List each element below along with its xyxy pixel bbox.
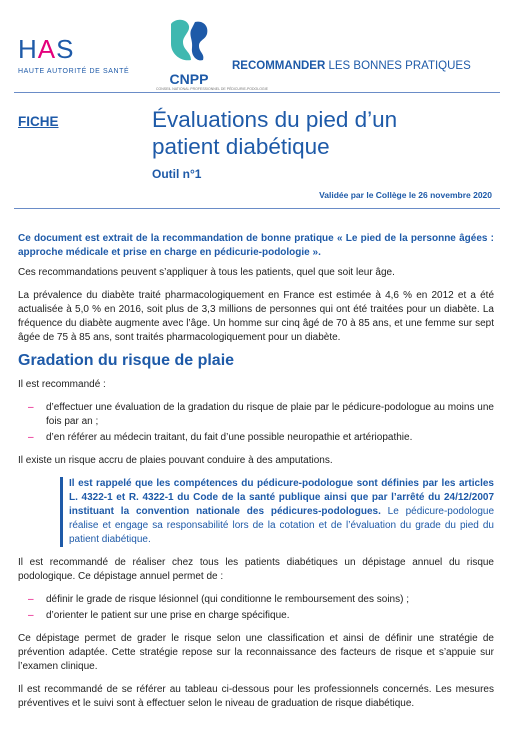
list-item: – d’en référer au médecin traitant, du fait d’une possible neuropathie et artériopathie.: [28, 432, 413, 443]
cnpp-logo: [156, 18, 268, 91]
dash-bullet: –: [28, 432, 34, 443]
cnpp-name: CNPP: [169, 71, 209, 87]
doc-label: FICHE: [18, 114, 59, 129]
section-heading: Gradation du risque de plaie: [18, 352, 235, 369]
paragraph: Il est recommandé de réaliser chez tous les patients diabétiques un dépistage annuel du risque podologique. Ce dépistage annuel permet de :: [18, 557, 494, 582]
paragraph: La prévalence du diabète traité pharmacologiquement en France est estimée à 4,6 % en 2012 et a été actualisée à 5,0 % en 2016, soit plus de 3,3 millions de personnes qui ont été traitées pour un diabète. La fréquence du diabète augmente avec l’âge. Un homme sur cinq âgé de 70 à 85 ans, et une femme sur sept âgée de 75 à 85 ans, sont traités pharmacologiquement pour un diabète.: [18, 290, 494, 343]
cnpp-subtitle: CONSEIL NATIONAL PROFESSIONNEL DE PÉDICURIE-PODOLOGIE: [156, 87, 268, 91]
has-logo: [18, 34, 130, 75]
paragraph: Ce dépistage permet de grader le risque selon une classification et ainsi de définir une stratégie de prévention adaptée. Cette stratégie repose sur la reconnaissance des facteurs de risque et s’appuie sur l’examen clinique.: [18, 633, 494, 672]
has-logo-subtitle: HAUTE AUTORITÉ DE SANTÉ: [18, 68, 130, 75]
header-title: RECOMMANDER LES BONNES PRATIQUES: [232, 60, 471, 72]
callout-box: [60, 477, 494, 547]
paragraph: Il existe un risque accru de plaies pouvant conduire à des amputations.: [18, 455, 333, 466]
callout-bold-text: Il est rappelé que les compétences du pédicure-podologue sont définies par les articles L. 4322-1 et R. 4322-1 du Code de la santé publique ainsi que par l’arrêté du 24/12/2007 instituant la convention nationale des pédicures-podologues.: [69, 478, 494, 517]
paragraph: Ces recommandations peuvent s’appliquer à tous les patients, quel que soit leur âge.: [18, 267, 395, 278]
list-item: – d’effectuer une évaluation de la gradation du risque de plaie par le pédicure-podologue au moins une fois par an ;: [28, 402, 494, 427]
page-title: Évaluations du pied d’un patient diabétique: [152, 107, 398, 159]
tool-number: Outil n°1: [152, 167, 202, 181]
list-item: – d’orienter le patient sur une prise en charge spécifique.: [28, 610, 290, 621]
document-body: [18, 232, 494, 720]
list-item: – définir le grade de risque lésionnel (qui conditionne le remboursement des soins) ;: [28, 594, 409, 605]
validation-date: Validée par le Collège le 26 novembre 2020: [319, 190, 492, 200]
screening-list: [18, 593, 494, 623]
intro-paragraph: Ce document est extrait de la recommandation de bonne pratique « Le pied de la personne âgées : approche médicale et prise en charge en pédicurie-podologie ».: [18, 233, 494, 258]
recommendation-list: [18, 401, 494, 445]
paragraph: Il est recommandé de se référer au tableau ci-dessous pour les professionnels concernés. Les mesures préventives et le suivi sont à effectuer selon le niveau de graduation de risque diabétique.: [18, 684, 494, 709]
dash-bullet: –: [28, 610, 34, 621]
cnpp-emblem-icon: [165, 18, 213, 64]
paragraph: Il est recommandé :: [18, 379, 106, 390]
title-divider: [14, 208, 500, 209]
dash-bullet: –: [28, 402, 34, 413]
dash-bullet: –: [28, 594, 34, 605]
has-logo-letters: HAS: [18, 34, 75, 64]
header-divider: [14, 92, 500, 93]
callout-text: Le pédicure-podologue réalise et engage sa responsabilité lors de la cotation et de l’évaluation du grade du pied du patient diabétique.: [69, 506, 495, 545]
header: [0, 0, 514, 92]
